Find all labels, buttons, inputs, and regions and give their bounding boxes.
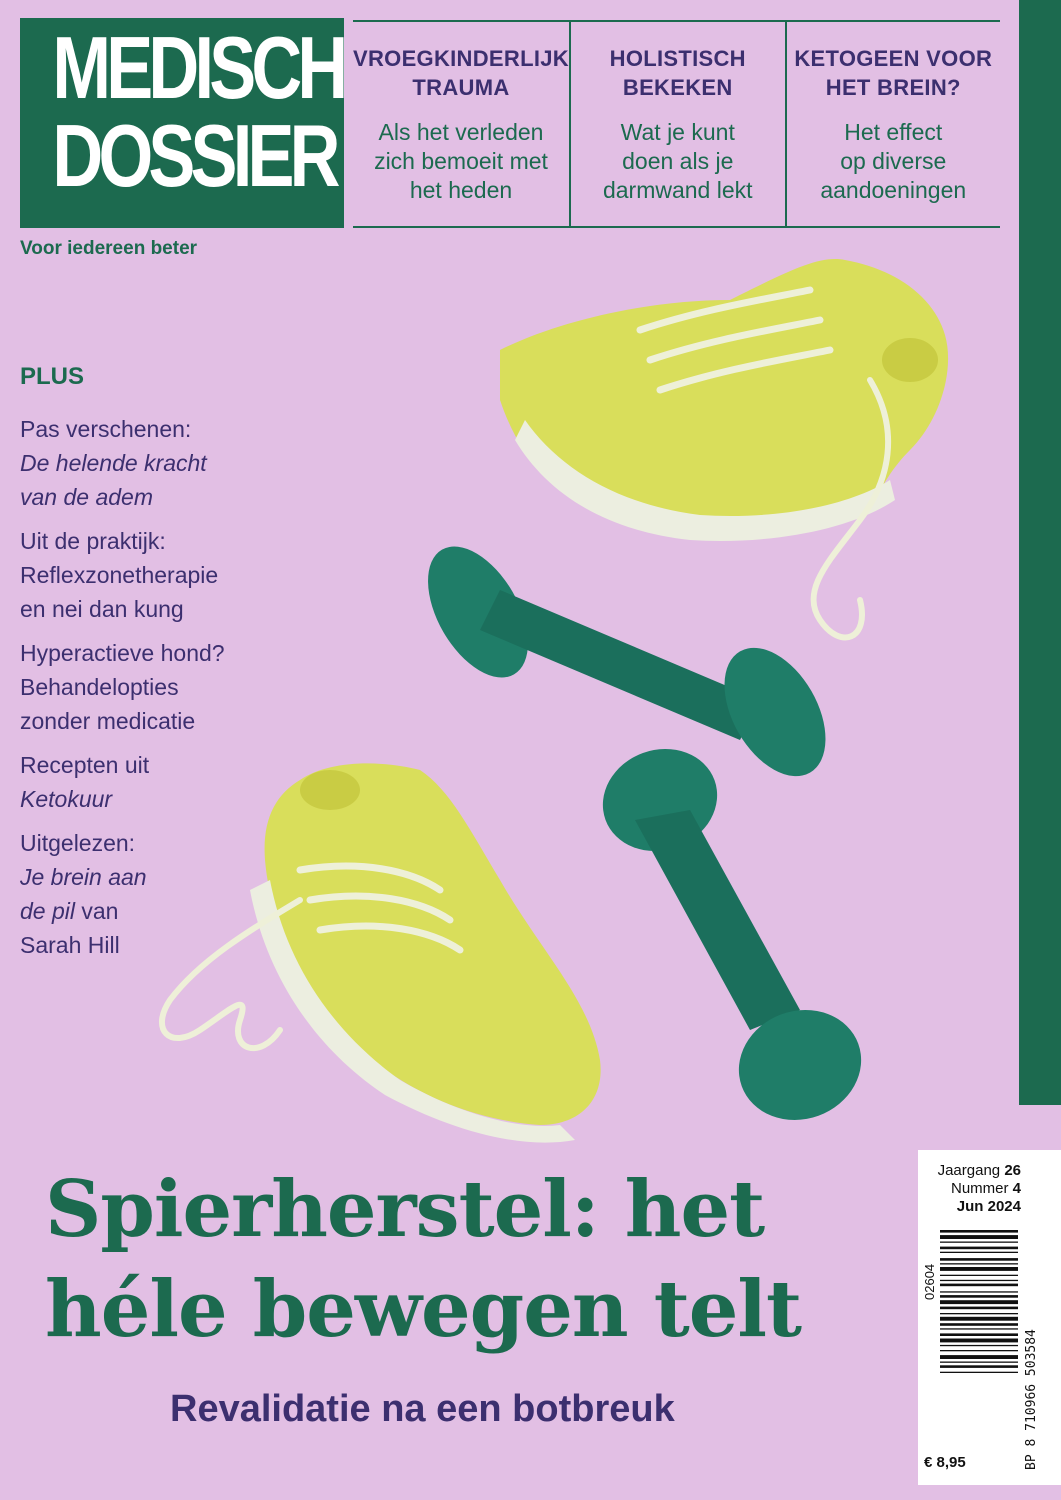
teaser-text: Als het verleden zich bemoeit met het heden — [374, 119, 548, 203]
teaser-title: HOLISTISCH BEKEKEN — [609, 46, 746, 100]
dumbbell-icon — [407, 530, 846, 794]
issue-info-box — [918, 1150, 1061, 1485]
plus-item-pas-verschenen: Pas verschenen: De helende kracht van de adem — [20, 416, 207, 510]
tagline: Voor iedereen beter — [20, 238, 198, 259]
headline-line-1: Spierherstel: het — [45, 1164, 765, 1255]
teaser-text: Wat je kunt doen als je darmwand lekt — [602, 119, 753, 203]
plus-item-uit-de-praktijk: Uit de praktijk: Reflexzonetherapie en nei dan kung — [20, 528, 219, 622]
teaser-title: VROEGKINDERLIJK TRAUMA — [353, 46, 569, 100]
plus-heading: PLUS — [20, 363, 85, 390]
plus-item-uitgelezen: Uitgelezen: Je brein aan de pil van Sarah Hill — [20, 830, 147, 958]
plus-item-hyperactieve-hond: Hyperactieve hond? Behandelopties zonder medicatie — [20, 640, 225, 734]
price: € 8,95 — [924, 1454, 966, 1471]
ean-code: BP 8 710966 503584 — [1024, 1329, 1039, 1470]
issue-details: Jaargang 26 Nummer 4 Jun 2024 — [937, 1162, 1021, 1215]
headline-line-2: héle bewegen telt — [45, 1264, 802, 1355]
plus-item-recepten: Recepten uit Ketokuur — [20, 752, 150, 812]
dumbbell-icon — [588, 733, 876, 1137]
subheadline: Revalidatie na een botbreuk — [170, 1388, 675, 1430]
upper-sneaker-icon — [500, 259, 948, 637]
teaser-text: Het effect op diverse aandoeningen — [820, 119, 967, 203]
masthead-line-2: DOSSIER — [52, 106, 336, 205]
lower-sneaker-icon — [162, 763, 601, 1142]
barcode-icon — [940, 1230, 1020, 1430]
teaser-title: KETOGEEN VOOR HET BREIN? — [794, 46, 993, 100]
masthead-line-1: MEDISCH — [52, 18, 344, 117]
addon-code: 02604 — [922, 1263, 937, 1300]
main-headline — [45, 1160, 925, 1360]
